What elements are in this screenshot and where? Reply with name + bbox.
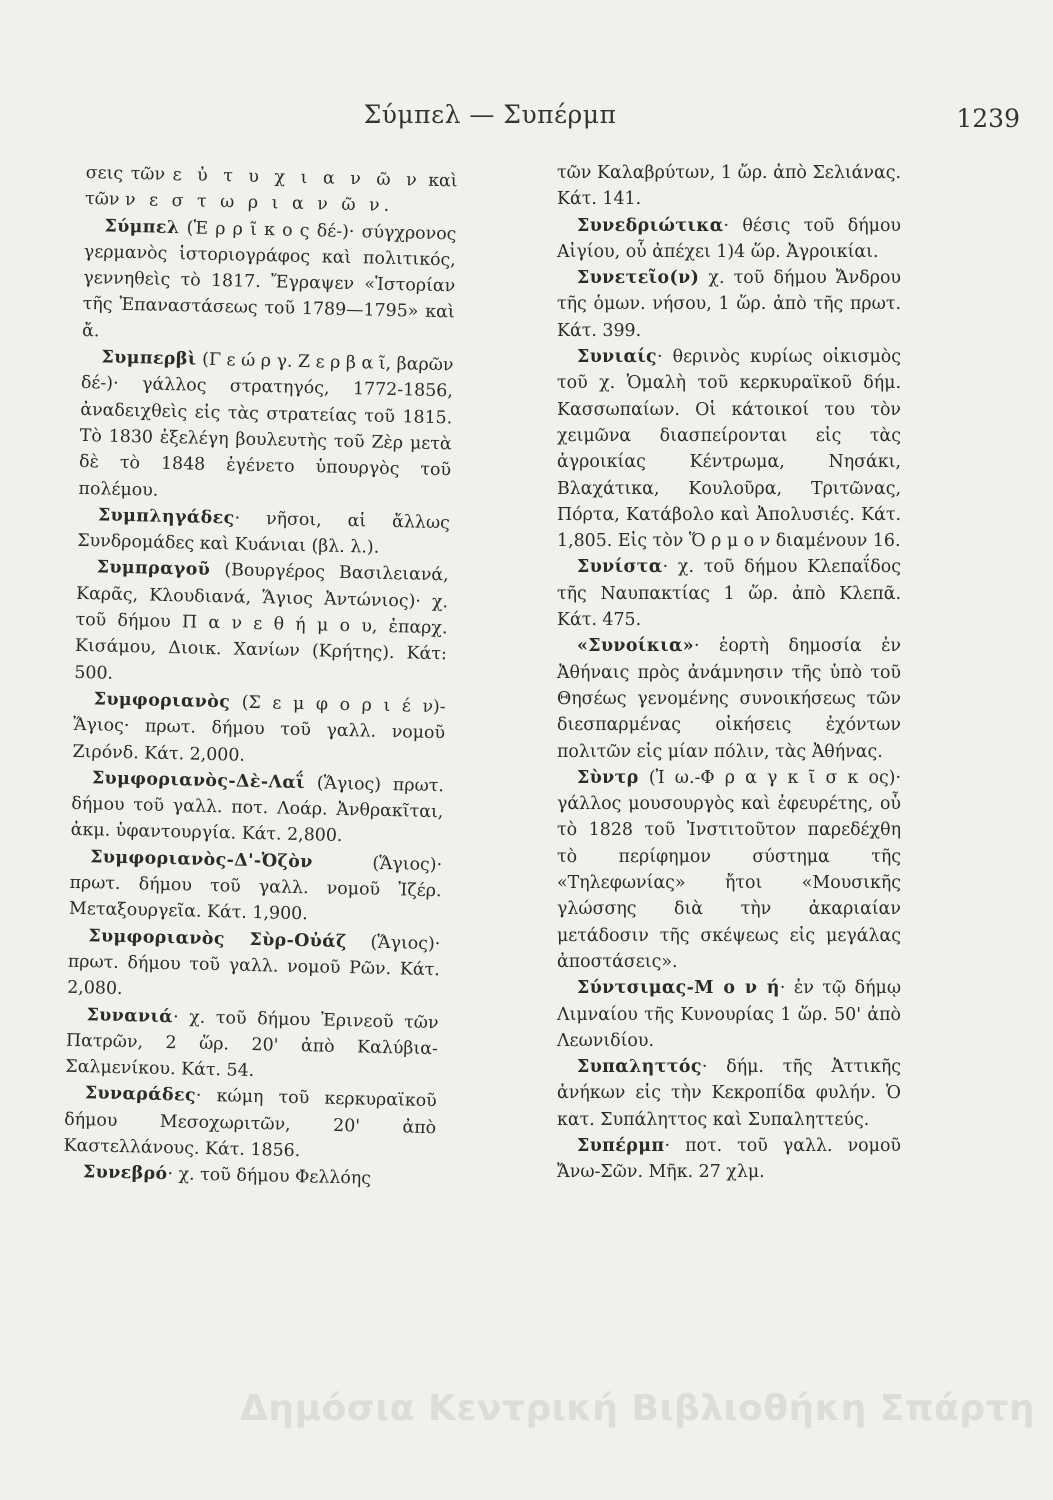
dictionary-entry	[557, 1133, 901, 1186]
entry-text: · ποτ. τοῦ γαλλ. νομοῦ Ἄνω-Σῶν. Μῆκ. 27 χλμ.	[557, 1135, 901, 1183]
dictionary-entry	[63, 1080, 437, 1167]
dictionary-entry	[557, 633, 901, 764]
entry-headword: Συνίστα	[577, 557, 663, 578]
entry-text: · κώμη τοῦ κερκυραϊκοῦ δήμου Μεσοχωριτῶν, 20' ἀπὸ Καστελλάνους. Κάτ. 1856.	[63, 1086, 437, 1162]
dictionary-entry	[557, 213, 901, 266]
entry-text: (Σ ε μ φ ο ρ ι έ ν)-Ἅγιος· πρωτ. δήμου τοῦ γαλλ. νομοῦ Ζιρόνδ. Κάτ. 2,000.	[72, 692, 446, 766]
entry-headword: Συμπερβὶ	[101, 347, 197, 370]
dictionary-entry	[70, 765, 444, 852]
spaced-text: ν ε σ τ ω ρ ι α ν ῶ ν.	[124, 190, 394, 217]
page-number: 1239	[956, 104, 1020, 133]
continuation-entry	[85, 160, 458, 221]
running-header: Σύμπελ — Συπέρμπ	[363, 100, 617, 129]
entry-text: · δήμ. τῆς Ἀττικῆς ἀνήκων εἰς τὴν Κεκροπίδα φυλήν. Ὁ κατ. Συπάληττος καὶ Συπαληττεύς.	[557, 1057, 901, 1130]
entry-headword: Συνεδριώτικα	[577, 215, 724, 236]
continuation-entry	[557, 160, 901, 213]
entry-text: · νῆσοι, αἱ ἄλλως Συνδρομάδες καὶ Κυάνιαι (βλ. λ.).	[77, 508, 451, 558]
spaced-text: ε ὐ τ υ χ ι α ν ῶ ν	[172, 164, 421, 191]
entry-headword: «Συνοίκια»	[577, 636, 695, 657]
entry-text: χ. τοῦ δήμου Ἄνδρου τῆς ὁμων. νήσου, 1 ὥρ. ἀπὸ τῆς πρωτ. Κάτ. 399.	[557, 268, 901, 341]
entry-headword: Συμπληγάδες	[97, 505, 235, 529]
entry-text: · θέσις τοῦ δήμου Αἰγίου, οὗ ἀπέχει 1)4 ὥρ. Ἀγροικίαι.	[557, 215, 901, 262]
entry-headword: Συπέρμπ	[577, 1135, 665, 1156]
entry-text: καὶ τῶν	[84, 170, 458, 211]
dictionary-entry	[78, 344, 453, 510]
entry-headword: Συμπραγοῦ	[96, 557, 211, 581]
dictionary-entry	[557, 765, 901, 975]
dictionary-entry	[65, 1001, 439, 1088]
entry-headword: Συνιαίς	[577, 347, 658, 368]
entry-text: · ἑορτὴ δημοσία ἐν Ἀθήναις πρὸς ἀνάμνησιν τῆς ὑπὸ τοῦ Θησέως γενομένης συνοικήσεως τῶν διεσπαρμένας οἰκήσεις ἐχόντων πολιτῶν εἰς μίαν πόλιν, τὰς Ἀθήνας.	[557, 636, 901, 762]
entry-headword: Συναράδες	[84, 1083, 197, 1107]
entry-headword: Συπαληττός	[577, 1057, 702, 1078]
right-column	[557, 160, 901, 1186]
entry-text: · θερινὸς κυρίως οἰκισμὸς τοῦ χ. Ὁμαλὴ τοῦ κερκυραϊκοῦ δήμ. Κασσωπαίων. Οἱ κάτοικοί του τὸν χειμῶνα διασπείρονται εἰς τὰς ἀγροικίας Κέντρωμα, Νησάκι, Βλαχάτικα, Κουλοῦρα, Τριτῶνας, Πόρτα, Κατάβολο καὶ Ἀπολυσιές. Κάτ. 1,805. Εἰς τὸν Ὅ ρ μ ο ν διαμένουν 16.	[557, 347, 901, 552]
entry-text: σεις τῶν	[85, 162, 173, 185]
entry-text: · ἐν τῷ δήμῳ Λιμναίου τῆς Κυνουρίας 1 ὥρ. 50' ἀπὸ Λεωνιδίου.	[557, 978, 901, 1051]
entry-headword: Συμφοριανὸς Σὺρ-Οὐάζ	[88, 925, 347, 952]
entry-text: (Γ ε ώ ρ γ. Ζ ε ρ β α ῖ, βαρῶν δέ-)· γάλλος στρατηγός, 1772-1856, ἀναδειχθεὶς εἰς τὰς στρατείας τοῦ 1815. Τὸ 1830 ἐξελέγη βουλευτὴς τοῦ Ζὲρ μετὰ δὲ τὸ 1848 ἐγένετο ὑπουργὸς τοῦ πολέμου.	[78, 349, 454, 501]
entry-text: (Ἰ ω.-Φ ρ α γ κ ῖ σ κ ος)· γάλλος μουσουργὸς καὶ ἐφευρέτης, οὗ τὸ 1828 τοῦ Ἰνστιτοῦτον παρεδέχθη τὸ περίφημον σύστημα τῆς «Τηλεφωνίας» ἤτοι «Μουσικῆς γλώσσης διὰ τὴν ἀκαριαίαν μετάδοσιν τῆς σκέψεως εἰς μεγάλας ἀποστάσεις».	[557, 767, 901, 972]
dictionary-entry	[557, 975, 901, 1054]
dictionary-entry	[72, 686, 446, 773]
entry-text: · χ. τοῦ δήμου Κλεπαΐδος τῆς Ναυπακτίας 1 ὥρ. ἀπὸ Κλεπᾶ. Κάτ. 475.	[557, 557, 901, 631]
entry-headword: Σύμπελ	[104, 216, 180, 238]
dictionary-entry	[67, 922, 441, 1009]
dictionary-entry	[557, 265, 901, 344]
dictionary-entry	[82, 213, 457, 353]
entry-text: (Ἅγιος) πρωτ. δήμου τοῦ γαλλ. ποτ. Λοάρ. Ἀνθρακῖται, ἀκμ. ὑφαντουργία. Κάτ. 2,800.	[70, 772, 445, 847]
left-column	[63, 160, 458, 1194]
dictionary-entry	[77, 502, 450, 563]
entry-headword: Συμφοριανὸς-Δὲ-Λαΐ	[91, 768, 306, 793]
library-watermark: Δημόσια Κεντρική Βιβλιοθήκη Σπάρτη	[240, 1388, 1036, 1429]
dictionary-entry	[557, 344, 901, 554]
entry-headword: Σὺντρ	[577, 767, 639, 788]
entry-text: (Ἑ ρ ρ ῖ κ ο ς δέ-)· σύγχρονος γερμανὸς ἱστοριογράφος καὶ πολιτικός, γεννηθεὶς τὸ 1817. Ἔγραψεν «Ἱστορίαν τῆς Ἐπαναστάσεως τοῦ 1789—1795» καὶ ἄ.	[81, 217, 457, 342]
dictionary-entry	[74, 554, 449, 694]
entry-text: τῶν Καλαβρύτων, 1 ὥρ. ἀπὸ Σελιάνας. Κάτ. 141.	[557, 163, 901, 210]
entry-text: · χ. τοῦ δήμου Φελλόης	[167, 1164, 372, 1190]
entry-headword: Σύντσιμας-Μ ο ν ή	[577, 978, 780, 999]
dictionary-entry	[69, 844, 443, 931]
entry-text: (Ἅγιος)· πρωτ. δήμου τοῦ γαλλ. νομοῦ Ρῶν. Κάτ. 2,080.	[66, 931, 441, 1000]
entry-headword: Συμφοριανὸς-Δ'-Ὀζὸν	[89, 846, 313, 873]
dictionary-entry	[557, 1054, 901, 1133]
dictionary-entry	[557, 554, 901, 633]
entry-headword: Συνεβρό	[82, 1162, 168, 1185]
entry-headword: Συνετεῖο(ν)	[577, 268, 700, 289]
entry-text: · χ. τοῦ δήμου Ἐρινεοῦ τῶν Πατρῶν, 2 ὥρ. 20' ἀπὸ Καλύβια-Σαλμενίκου. Κάτ. 54.	[65, 1006, 439, 1082]
entry-headword: Συνανιά	[86, 1004, 174, 1027]
entry-headword: Συμφοριανὸς	[93, 689, 231, 713]
entry-text: (Ἅγιος)· πρωτ. δήμου τοῦ γαλλ. νομοῦ Ἰζέρ. Μεταξουργεῖα. Κάτ. 1,900.	[68, 852, 443, 925]
entry-text: (Βουργέρος Βασιλειανά, Καρᾶς, Κλουδιανά, Ἅγιος Ἀντώνιος)· χ. τοῦ δήμου Π α ν ε θ ή μ ο υ, ἐπαρχ. Κισάμου, Διοικ. Χανίων (Κρήτης). Κάτ: 500.	[74, 560, 449, 684]
